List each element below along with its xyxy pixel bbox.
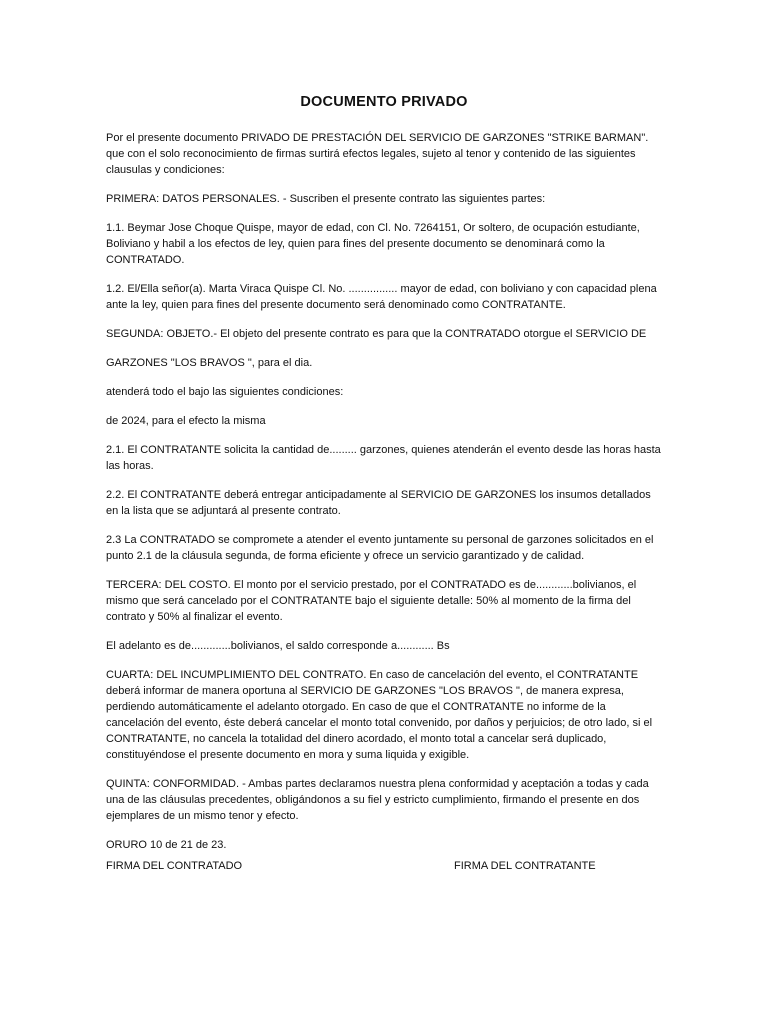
document-title: DOCUMENTO PRIVADO — [300, 94, 468, 110]
advance-payment-line: El adelanto es de.............bolivianos, el saldo corresponde a............ Bs — [106, 640, 450, 652]
conditions-line: atenderá todo el bajo las siguientes condiciones: — [106, 386, 344, 398]
date-line: de 2024, para el efecto la misma — [106, 415, 266, 427]
clause-cuarta: CUARTA: DEL INCUMPLIMIENTO DEL CONTRATO. En caso de cancelación del evento, el CONTRATANTE deberá informar de manera oportuna al SERVICIO DE GARZONES "LOS BRAVOS ", de manera expresa, perdiendo automáticamente el adelanto otorgado. En caso de que el CONTRATANTE no informe de la cancelación del evento, éste deberá cancelar el monto total convenido, por daños y perjuicios; de otro lado, si el CONTRATANTE, no cancela la totalidad del dinero acordado, el monto total a cancelar será duplicado, constituyéndose el presente documento en mora y suma liquida y exigible. — [106, 669, 653, 761]
intro-paragraph: Por el presente documento PRIVADO DE PRESTACIÓN DEL SERVICIO DE GARZONES "STRIKE BARMAN". que con el solo reconocimiento de firmas surtirá efectos legales, sujeto al tenor y contenido de las siguientes clausulas y condiciones: — [106, 132, 649, 176]
signature-contratante: FIRMA DEL CONTRATANTE — [454, 860, 596, 872]
clause-1-2: 1.2. El/Ella señor(a). Marta Viraca Quispe Cl. No. ................ mayor de edad, con boliviano y con capacidad plena ante la ley, quien para fines del presente documento será denominado como CONTRATANTE. — [106, 283, 657, 311]
place-date: ORURO 10 de 21 de 23. — [106, 839, 227, 851]
clause-segunda-cont: GARZONES "LOS BRAVOS ", para el dia. — [106, 357, 313, 369]
clause-tercera: TERCERA: DEL COSTO. El monto por el servicio prestado, por el CONTRATADO es de............bolivianos, el mismo que será cancelado por el CONTRATANTE bajo el siguiente detalle: 50% al momento de la firma del contrato y 50% al finalizar el evento. — [106, 579, 637, 623]
clause-quinta: QUINTA: CONFORMIDAD. - Ambas partes declaramos nuestra plena conformidad y aceptación a todas y cada una de las cláusulas precedentes, obligándonos a su fiel y estricto cumplimiento, firmando el presente en dos ejemplares de un mismo tenor y efecto. — [106, 778, 649, 822]
clause-2-1: 2.1. El CONTRATANTE solicita la cantidad de......... garzones, quienes atenderán el evento desde las horas hasta las horas. — [106, 444, 661, 472]
document-body — [106, 130, 662, 853]
clause-2-3: 2.3 La CONTRATADO se compromete a atender el evento juntamente su personal de garzones solicitados en el punto 2.1 de la cláusula segunda, de forma eficiente y ofrece un servicio garantizado y de calidad. — [106, 534, 654, 562]
clause-segunda: SEGUNDA: OBJETO.- El objeto del presente contrato es para que la CONTRATADO otorgue el SERVICIO DE — [106, 328, 647, 340]
clause-1-1: 1.1. Beymar Jose Choque Quispe, mayor de edad, con Cl. No. 7264151, Or soltero, de ocupación estudiante, Boliviano y habil a los efectos de ley, quien para fines del presente documento se denominará como la CONTRATADO. — [106, 222, 640, 266]
clause-primera: PRIMERA: DATOS PERSONALES. - Suscriben el presente contrato las siguientes partes: — [106, 193, 546, 205]
clause-2-2: 2.2. El CONTRATANTE deberá entregar anticipadamente al SERVICIO DE GARZONES los insumos detallados en la lista que se adjuntará al presente contrato. — [106, 489, 651, 517]
signature-contratado: FIRMA DEL CONTRATADO — [106, 860, 243, 872]
